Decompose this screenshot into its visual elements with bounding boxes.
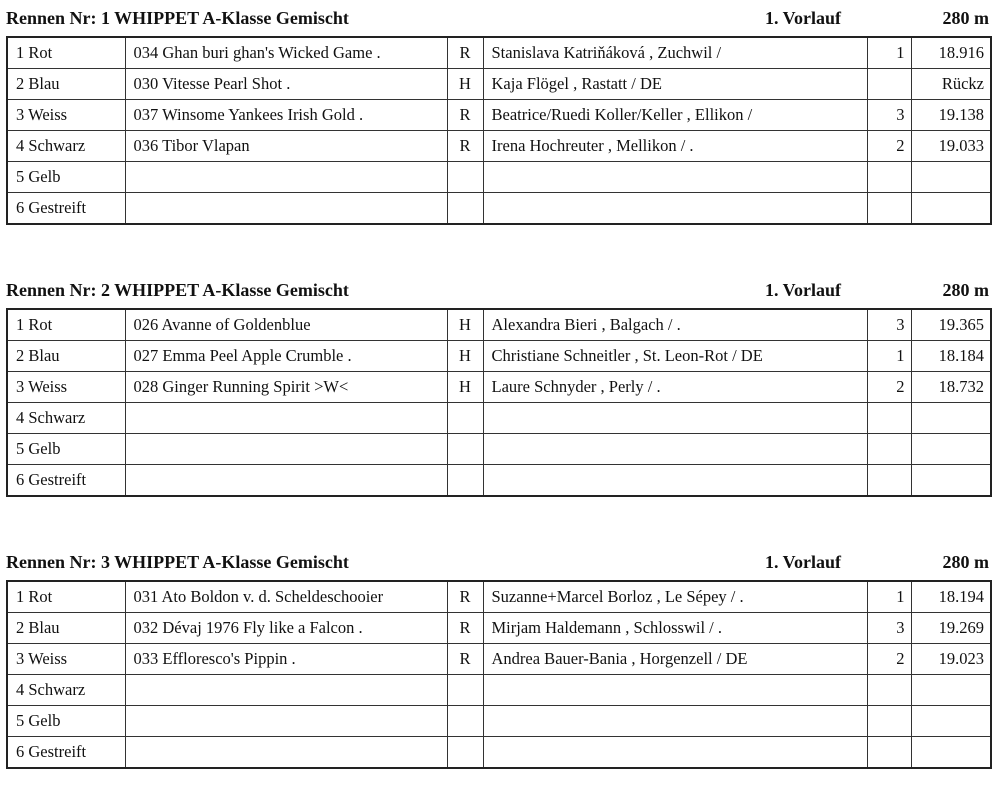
race-title: Rennen Nr: 1 WHIPPET A-Klasse Gemischt	[6, 8, 349, 28]
dog-cell: 037 Winsome Yankees Irish Gold .	[125, 99, 447, 130]
class-cell: H	[447, 371, 483, 402]
dog-cell: 033 Effloresco's Pippin .	[125, 643, 447, 674]
owner-cell: Andrea Bauer-Bania , Horgenzell / DE	[483, 643, 867, 674]
race-table-body	[7, 581, 991, 768]
table-row	[7, 403, 991, 434]
table-row	[7, 643, 991, 674]
race-header	[0, 548, 1001, 576]
place-cell	[867, 434, 911, 465]
place-cell: 1	[867, 581, 911, 612]
race-table	[6, 36, 992, 225]
place-cell: 2	[867, 131, 911, 162]
race-distance: 280 m	[942, 8, 989, 28]
owner-cell	[483, 465, 867, 496]
dog-cell: 031 Ato Boldon v. d. Scheldeschooier	[125, 581, 447, 612]
dog-cell	[125, 706, 447, 737]
owner-cell: Laure Schnyder , Perly / .	[483, 371, 867, 402]
owner-cell	[483, 434, 867, 465]
lane-cell: 3 Weiss	[7, 643, 125, 674]
owner-cell: Alexandra Bieri , Balgach / .	[483, 309, 867, 340]
class-cell: R	[447, 581, 483, 612]
time-cell: 18.732	[911, 371, 991, 402]
place-cell: 3	[867, 612, 911, 643]
dog-cell: 027 Emma Peel Apple Crumble .	[125, 340, 447, 371]
time-cell: 19.269	[911, 612, 991, 643]
table-row	[7, 162, 991, 193]
dog-cell	[125, 403, 447, 434]
heat-label: 1. Vorlauf	[765, 552, 842, 572]
lane-cell: 1 Rot	[7, 37, 125, 68]
table-row	[7, 581, 991, 612]
race-title: Rennen Nr: 3 WHIPPET A-Klasse Gemischt	[6, 552, 349, 572]
dog-cell	[125, 465, 447, 496]
class-cell: H	[447, 68, 483, 99]
lane-cell: 1 Rot	[7, 309, 125, 340]
class-cell: R	[447, 643, 483, 674]
owner-cell: Suzanne+Marcel Borloz , Le Sépey / .	[483, 581, 867, 612]
time-cell	[911, 162, 991, 193]
race-header	[0, 4, 1001, 32]
place-cell	[867, 403, 911, 434]
lane-cell: 2 Blau	[7, 340, 125, 371]
place-cell	[867, 162, 911, 193]
table-row	[7, 371, 991, 402]
place-cell: 2	[867, 371, 911, 402]
lane-cell: 6 Gestreift	[7, 465, 125, 496]
class-cell	[447, 403, 483, 434]
lane-cell: 3 Weiss	[7, 371, 125, 402]
table-row	[7, 340, 991, 371]
race-distance: 280 m	[942, 552, 989, 572]
time-cell: 19.023	[911, 643, 991, 674]
table-row	[7, 737, 991, 768]
time-cell	[911, 193, 991, 224]
time-cell	[911, 675, 991, 706]
owner-cell: Christiane Schneitler , St. Leon-Rot / DE	[483, 340, 867, 371]
place-cell	[867, 706, 911, 737]
race-table-body	[7, 37, 991, 224]
place-cell: 3	[867, 99, 911, 130]
dog-cell	[125, 434, 447, 465]
dog-cell: 036 Tibor Vlapan	[125, 131, 447, 162]
time-cell	[911, 737, 991, 768]
class-cell	[447, 193, 483, 224]
lane-cell: 4 Schwarz	[7, 131, 125, 162]
place-cell: 1	[867, 340, 911, 371]
place-cell: 3	[867, 309, 911, 340]
race-table-body	[7, 309, 991, 496]
table-row	[7, 68, 991, 99]
time-cell	[911, 465, 991, 496]
place-cell	[867, 68, 911, 99]
owner-cell	[483, 737, 867, 768]
class-cell: H	[447, 340, 483, 371]
class-cell: R	[447, 612, 483, 643]
table-row	[7, 434, 991, 465]
owner-cell: Stanislava Katriňáková , Zuchwil /	[483, 37, 867, 68]
table-row	[7, 37, 991, 68]
race-header	[0, 276, 1001, 304]
table-row	[7, 675, 991, 706]
class-cell	[447, 465, 483, 496]
heat-label: 1. Vorlauf	[765, 8, 842, 28]
owner-cell	[483, 162, 867, 193]
dog-cell: 032 Dévaj 1976 Fly like a Falcon .	[125, 612, 447, 643]
table-row	[7, 612, 991, 643]
dog-cell	[125, 162, 447, 193]
place-cell	[867, 465, 911, 496]
owner-cell	[483, 675, 867, 706]
time-cell	[911, 403, 991, 434]
lane-cell: 4 Schwarz	[7, 403, 125, 434]
class-cell: R	[447, 37, 483, 68]
class-cell	[447, 675, 483, 706]
place-cell	[867, 675, 911, 706]
class-cell: R	[447, 131, 483, 162]
race-table	[6, 308, 992, 497]
owner-cell	[483, 193, 867, 224]
time-cell: 18.916	[911, 37, 991, 68]
owner-cell: Kaja Flögel , Rastatt / DE	[483, 68, 867, 99]
class-cell	[447, 162, 483, 193]
time-cell	[911, 706, 991, 737]
table-row	[7, 309, 991, 340]
table-row	[7, 465, 991, 496]
dog-cell	[125, 675, 447, 706]
owner-cell: Mirjam Haldemann , Schlosswil / .	[483, 612, 867, 643]
class-cell: R	[447, 99, 483, 130]
lane-cell: 2 Blau	[7, 68, 125, 99]
place-cell: 2	[867, 643, 911, 674]
place-cell: 1	[867, 37, 911, 68]
class-cell	[447, 434, 483, 465]
time-cell	[911, 434, 991, 465]
class-cell: H	[447, 309, 483, 340]
owner-cell: Irena Hochreuter , Mellikon / .	[483, 131, 867, 162]
lane-cell: 5 Gelb	[7, 706, 125, 737]
race-table	[6, 580, 992, 769]
race-title: Rennen Nr: 2 WHIPPET A-Klasse Gemischt	[6, 280, 349, 300]
time-cell: 19.033	[911, 131, 991, 162]
owner-cell	[483, 403, 867, 434]
lane-cell: 3 Weiss	[7, 99, 125, 130]
race-distance: 280 m	[942, 280, 989, 300]
owner-cell: Beatrice/Ruedi Koller/Keller , Ellikon /	[483, 99, 867, 130]
lane-cell: 5 Gelb	[7, 162, 125, 193]
time-cell: Rückz	[911, 68, 991, 99]
class-cell	[447, 706, 483, 737]
dog-cell: 030 Vitesse Pearl Shot .	[125, 68, 447, 99]
lane-cell: 4 Schwarz	[7, 675, 125, 706]
place-cell	[867, 193, 911, 224]
lane-cell: 6 Gestreift	[7, 193, 125, 224]
time-cell: 19.138	[911, 99, 991, 130]
time-cell: 18.184	[911, 340, 991, 371]
dog-cell	[125, 193, 447, 224]
dog-cell: 034 Ghan buri ghan's Wicked Game .	[125, 37, 447, 68]
place-cell	[867, 737, 911, 768]
owner-cell	[483, 706, 867, 737]
table-row	[7, 193, 991, 224]
lane-cell: 2 Blau	[7, 612, 125, 643]
table-row	[7, 99, 991, 130]
lane-cell: 5 Gelb	[7, 434, 125, 465]
dog-cell: 028 Ginger Running Spirit >W<	[125, 371, 447, 402]
time-cell: 18.194	[911, 581, 991, 612]
table-row	[7, 706, 991, 737]
dog-cell	[125, 737, 447, 768]
lane-cell: 6 Gestreift	[7, 737, 125, 768]
lane-cell: 1 Rot	[7, 581, 125, 612]
heat-label: 1. Vorlauf	[765, 280, 842, 300]
time-cell: 19.365	[911, 309, 991, 340]
table-row	[7, 131, 991, 162]
dog-cell: 026 Avanne of Goldenblue	[125, 309, 447, 340]
class-cell	[447, 737, 483, 768]
